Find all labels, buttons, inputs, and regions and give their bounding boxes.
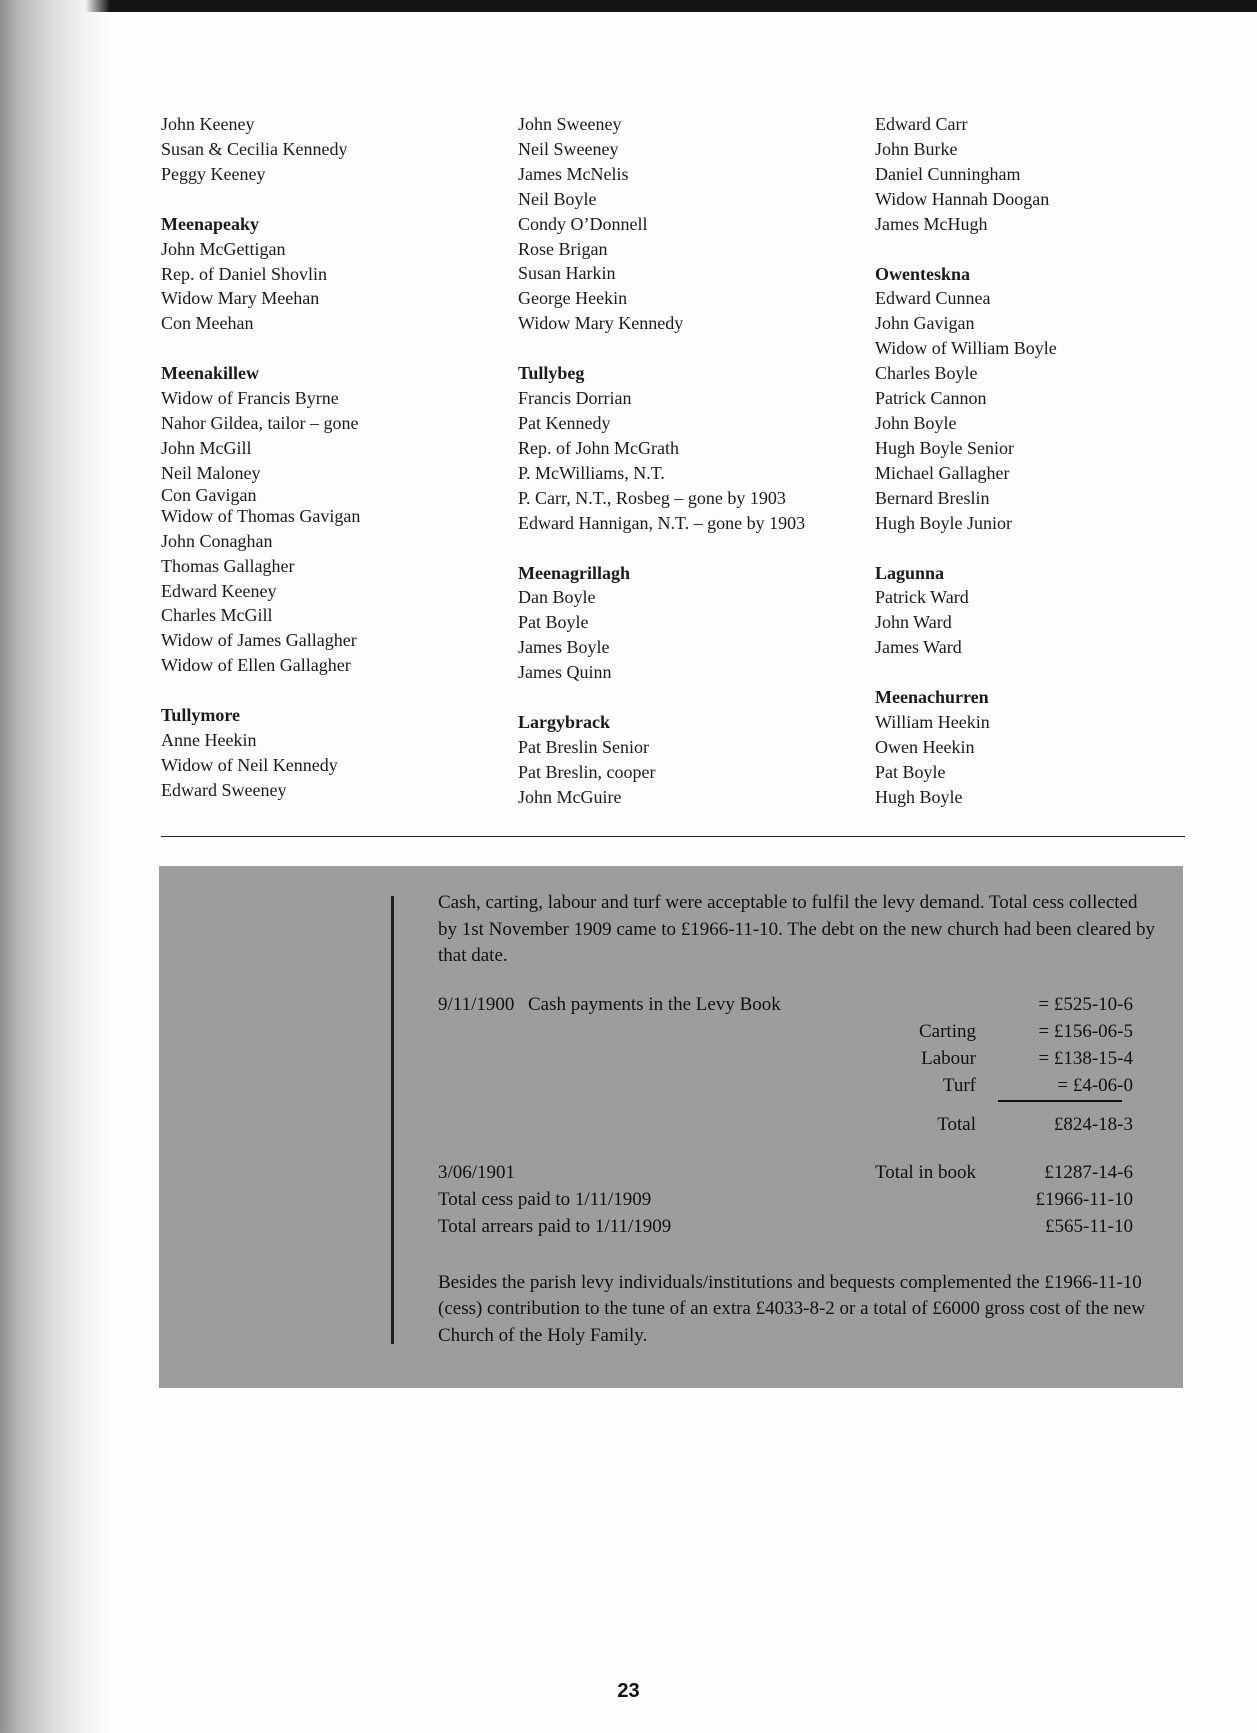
name-entry: John Boyle	[875, 412, 957, 433]
name-entry: Widow Mary Kennedy	[518, 313, 684, 334]
name-entry: Widow of James Gallagher	[161, 630, 357, 651]
townland-heading: Owenteskna	[875, 263, 971, 284]
name-entry: Owen Heekin	[875, 736, 975, 757]
name-entry: P. McWilliams, N.T.	[518, 462, 665, 483]
name-entry: Edward Sweeney	[161, 779, 287, 800]
name-entry: P. Carr, N.T., Rosbeg – gone by 1903	[518, 487, 786, 508]
townland-group	[161, 212, 491, 337]
ledger-total-label: Total	[937, 1113, 976, 1135]
scan-top-edge	[0, 0, 1257, 12]
name-entry: Widow of William Boyle	[875, 338, 1057, 359]
name-entry: Widow Hannah Doogan	[875, 188, 1050, 209]
name-entry: James Ward	[875, 637, 962, 658]
townland-group	[161, 112, 491, 187]
townland-group	[518, 361, 863, 535]
name-entry: Pat Breslin Senior	[518, 736, 649, 757]
ledger-amount: = £138-15-4	[1038, 1047, 1133, 1069]
ledger-desc: Total arrears paid to 1/11/1909	[438, 1215, 672, 1237]
name-entry: Widow of Thomas Gavigan	[161, 505, 361, 526]
townland-group	[875, 262, 1205, 536]
section-divider	[161, 836, 1185, 837]
list-column-3	[875, 112, 1205, 835]
townland-heading: Tullybeg	[518, 363, 585, 384]
name-entry: Widow Mary Meehan	[161, 288, 320, 309]
name-entry: Widow of Ellen Gallagher	[161, 655, 351, 676]
name-entry: Widow of Francis Byrne	[161, 388, 339, 409]
name-entry: Neil Boyle	[518, 188, 597, 209]
name-entry: Peggy Keeney	[161, 163, 266, 184]
name-entry: Condy O’Donnell	[518, 213, 648, 234]
name-entry: John Keeney	[161, 114, 255, 134]
name-entry: Widow of Neil Kennedy	[161, 754, 338, 775]
name-entry: Michael Gallagher	[875, 462, 1010, 483]
name-entry: John Gavigan	[875, 313, 975, 334]
ledger-row	[438, 1214, 1158, 1241]
name-entry: Dan Boyle	[518, 587, 596, 608]
list-column-1	[161, 112, 491, 828]
book-spine-shadow	[0, 0, 110, 1733]
name-entry: Patrick Ward	[875, 587, 969, 608]
name-entry: Edward Keeney	[161, 580, 277, 601]
name-entry: John Burke	[875, 138, 958, 159]
ledger-row	[438, 1073, 1158, 1100]
name-entry: John McGettigan	[161, 238, 286, 259]
name-entry: Thomas Gallagher	[161, 555, 295, 576]
townland-heading: Lagunna	[875, 562, 945, 583]
name-entry: Pat Breslin, cooper	[518, 761, 656, 782]
name-entry: Bernard Breslin	[875, 487, 990, 508]
ledger-label: Cash payments in the Levy Book	[528, 993, 781, 1015]
name-entry: John McGill	[161, 437, 252, 458]
panel-text	[438, 890, 1158, 1349]
name-entry: Rose Brigan	[518, 238, 608, 259]
ledger-total-row	[438, 1112, 1158, 1139]
ledger-label: Total in book	[874, 1161, 976, 1183]
name-entry: James Boyle	[518, 637, 610, 658]
ledger-row	[438, 992, 1158, 1019]
townland-heading: Meenakillew	[161, 363, 259, 384]
name-entry: Hugh Boyle	[875, 786, 963, 807]
name-entry: Patrick Cannon	[875, 388, 987, 409]
ledger-desc: Total cess paid to 1/11/1909	[438, 1188, 652, 1210]
townland-group	[875, 561, 1205, 661]
name-entry: James Quinn	[518, 662, 612, 683]
name-entry: James McHugh	[875, 213, 988, 234]
name-entry: John Ward	[875, 612, 952, 633]
townland-group	[161, 361, 491, 678]
page-number: 23	[617, 1680, 640, 1702]
ledger-label: Carting	[919, 1020, 976, 1042]
ledger-label: Turf	[942, 1074, 976, 1096]
ledger-label: Labour	[921, 1047, 976, 1069]
name-entry: Susan & Cecilia Kennedy	[161, 138, 348, 159]
name-entry: Edward Carr	[875, 114, 968, 134]
ledger-date: 9/11/1900	[438, 993, 515, 1015]
name-entry: Hugh Boyle Junior	[875, 512, 1012, 533]
name-entry: William Heekin	[875, 712, 990, 733]
name-entry: John Conaghan	[161, 530, 273, 551]
townland-heading: Tullymore	[161, 705, 241, 726]
ledger-row	[438, 1046, 1158, 1073]
name-entry: Rep. of John McGrath	[518, 437, 679, 458]
name-entry: Daniel Cunningham	[875, 163, 1021, 184]
name-entry: Nahor Gildea, tailor – gone	[161, 413, 359, 434]
levy-summary-panel	[159, 866, 1183, 1388]
panel-closing: Besides the parish levy individuals/institutions and bequests complemented the £1966-11-10 (cess) contribution to the tune of an extra £4033-8-2 or a total of £6000 gross cost of the new Church of the Holy Family.	[438, 1271, 1146, 1346]
name-entry: John McGuire	[518, 786, 622, 807]
levy-ledger	[438, 992, 1158, 1144]
townland-group	[875, 685, 1205, 810]
list-column-2	[518, 112, 863, 835]
ledger-row	[438, 1187, 1158, 1214]
name-entry: Hugh Boyle Senior	[875, 437, 1014, 458]
ledger-amount: = £525-10-6	[1038, 993, 1133, 1015]
name-entry: Charles Boyle	[875, 363, 978, 384]
ledger-amount: = £4-06-0	[1057, 1074, 1133, 1096]
ledger-row	[438, 1160, 1158, 1187]
townland-heading: Meenachurren	[875, 687, 989, 708]
townland-group	[518, 710, 863, 810]
name-entry: James McNelis	[518, 163, 629, 184]
cess-totals	[438, 1160, 1158, 1242]
townland-group	[161, 703, 491, 803]
name-entry: Edward Hannigan, N.T. – gone by 1903	[518, 512, 806, 533]
name-entry: Neil Maloney	[161, 462, 261, 483]
name-entry: Neil Sweeney	[518, 138, 619, 159]
name-entry: Francis Dorrian	[518, 388, 632, 409]
name-entry: Pat Boyle	[518, 612, 589, 633]
name-entry: Rep. of Daniel Shovlin	[161, 263, 327, 284]
name-entry: Anne Heekin	[161, 730, 257, 751]
name-entry: Edward Cunnea	[875, 288, 991, 309]
townland-group	[875, 112, 1205, 237]
name-entry: Pat Boyle	[875, 761, 946, 782]
name-entry: Con Gavigan	[161, 484, 257, 505]
ledger-amount: £1966-11-10	[1035, 1188, 1133, 1210]
name-entry: Con Meehan	[161, 313, 254, 334]
townland-group	[518, 112, 863, 336]
ledger-total-amount: £824-18-3	[1053, 1113, 1133, 1135]
sum-underline	[998, 1100, 1122, 1102]
townland-heading: Largybrack	[518, 712, 610, 733]
panel-intro: Cash, carting, labour and turf were acceptable to fulfil the levy demand. Total cess collected by 1st November 1909 came to £1966-11-10. The debt on the new church had been cleared by that date.	[438, 892, 1156, 966]
ledger-desc: 3/06/1901	[438, 1161, 516, 1183]
ledger-amount: = £156-06-5	[1038, 1020, 1133, 1042]
name-entry: John Sweeney	[518, 114, 622, 134]
townland-heading: Meenapeaky	[161, 213, 259, 234]
name-entry: Susan Harkin	[518, 263, 616, 284]
townland-group	[518, 561, 863, 686]
ledger-row	[438, 1019, 1158, 1046]
name-entry: Charles McGill	[161, 605, 273, 626]
panel-accent-line	[391, 896, 394, 1344]
townland-heading: Meenagrillagh	[518, 562, 630, 583]
name-entry: Pat Kennedy	[518, 412, 611, 433]
name-entry: George Heekin	[518, 288, 628, 309]
ledger-amount: £565-11-10	[1045, 1215, 1133, 1237]
ledger-amount: £1287-14-6	[1044, 1161, 1133, 1183]
